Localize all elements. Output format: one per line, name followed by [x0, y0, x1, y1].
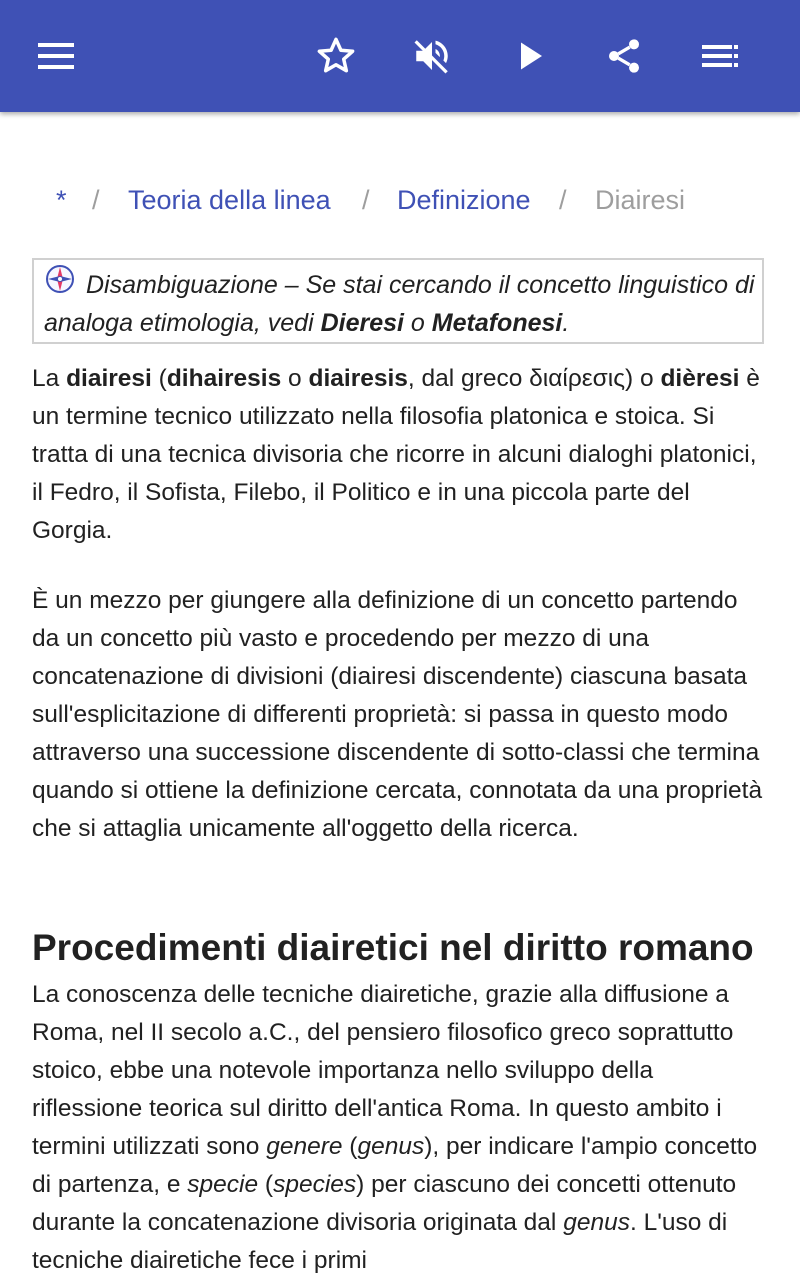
- menu-button[interactable]: [30, 30, 82, 82]
- menu-icon: [36, 36, 76, 76]
- contents-button[interactable]: [694, 30, 746, 82]
- text-span: (: [151, 365, 167, 392]
- term-bold: diairesis: [308, 365, 408, 392]
- term-italic: specie: [187, 1171, 259, 1198]
- text-span: ), per indicare l'ampio concetto di partenza, e: [32, 1133, 758, 1198]
- text-span: La conoscenza delle tecniche diairetiche, grazie alla diffusione a Roma, nel II secolo a.C., del pensiero filosofico greco soprattutto stoico, ebbe una notevole importanza nello sviluppo della riflessione teorica sul diritto dell'antica Roma. In questo ambito i termini utilizzati sono: [32, 981, 734, 1160]
- term-bold: dièresi: [660, 365, 740, 392]
- breadcrumb-separator: /: [559, 185, 567, 215]
- favorite-button[interactable]: [310, 30, 362, 82]
- term-italic: genus: [563, 1209, 630, 1236]
- text-span: (: [342, 1133, 358, 1160]
- paragraph-intro: [32, 360, 768, 550]
- share-icon: [604, 36, 644, 76]
- section-heading: Procedimenti diairetici nel diritto romano: [32, 927, 754, 968]
- paragraph-roman-law: [32, 976, 768, 1280]
- link-metafonesi[interactable]: Metafonesi: [431, 309, 563, 337]
- breadcrumb-separator: /: [92, 185, 100, 215]
- text-span: , dal greco διαίρεσις) o: [407, 365, 661, 392]
- disambiguation-conj: o: [403, 309, 432, 337]
- link-dieresi[interactable]: Dieresi: [320, 309, 404, 337]
- paragraph-definition: È un mezzo per giungere alla definizione di un concetto partendo da un concetto più vasto e procedendo per mezzo di una concatenazione di divisioni (diairesi discendente) ciascuna basata sull'esplicitazione di differenti proprietà: si passa in questo modo attraverso una successione discendente di sotto-classi che termina quando si ottiene la definizione cercata, connotata da una proprietà che si attaglia unicamente all'oggetto della ricerca.: [32, 587, 763, 842]
- text-span: o: [281, 365, 309, 392]
- star-icon: [315, 35, 357, 77]
- disambiguation-text: Disambiguazione – Se stai cercando il concetto linguistico di analoga etimologia, vedi: [44, 271, 755, 337]
- text-span: La: [32, 365, 67, 392]
- text-span: . L'uso di tecniche diairetiche fece i primi: [32, 1209, 728, 1274]
- term-bold: dihairesis: [166, 365, 282, 392]
- term-bold: diairesi: [66, 365, 152, 392]
- compass-icon: [44, 263, 76, 295]
- share-button[interactable]: [598, 30, 650, 82]
- play-button[interactable]: [504, 30, 556, 82]
- text-span: ) per ciascuno dei concetti ottenuto durante la concatenazione divisoria originata dal: [32, 1171, 737, 1236]
- breadcrumb-item-teoria[interactable]: Teoria della linea: [128, 185, 331, 215]
- breadcrumb-home[interactable]: *: [56, 185, 67, 215]
- term-italic: genus: [357, 1133, 425, 1160]
- disambiguation-box: [32, 258, 764, 344]
- disambiguation-end: .: [562, 309, 570, 337]
- term-italic: genere: [266, 1133, 343, 1160]
- term-italic: species: [273, 1171, 357, 1198]
- play-icon: [512, 38, 548, 74]
- app-toolbar: [0, 0, 800, 112]
- breadcrumb-current: Diairesi: [595, 185, 686, 215]
- mute-button[interactable]: [406, 30, 458, 82]
- breadcrumb-separator: /: [362, 185, 370, 215]
- volume-off-icon: [411, 35, 453, 77]
- text-span: è un termine tecnico utilizzato nella filosofia platonica e stoica. Si tratta di una tecnica divisoria che ricorre in alcuni dialoghi platonici, il Fedro, il Sofista, Filebo, il Politico e in una piccola parte del Gorgia.: [32, 365, 760, 544]
- playlist-icon: [700, 36, 740, 76]
- breadcrumb-item-definizione[interactable]: Definizione: [397, 185, 531, 215]
- text-span: (: [258, 1171, 274, 1198]
